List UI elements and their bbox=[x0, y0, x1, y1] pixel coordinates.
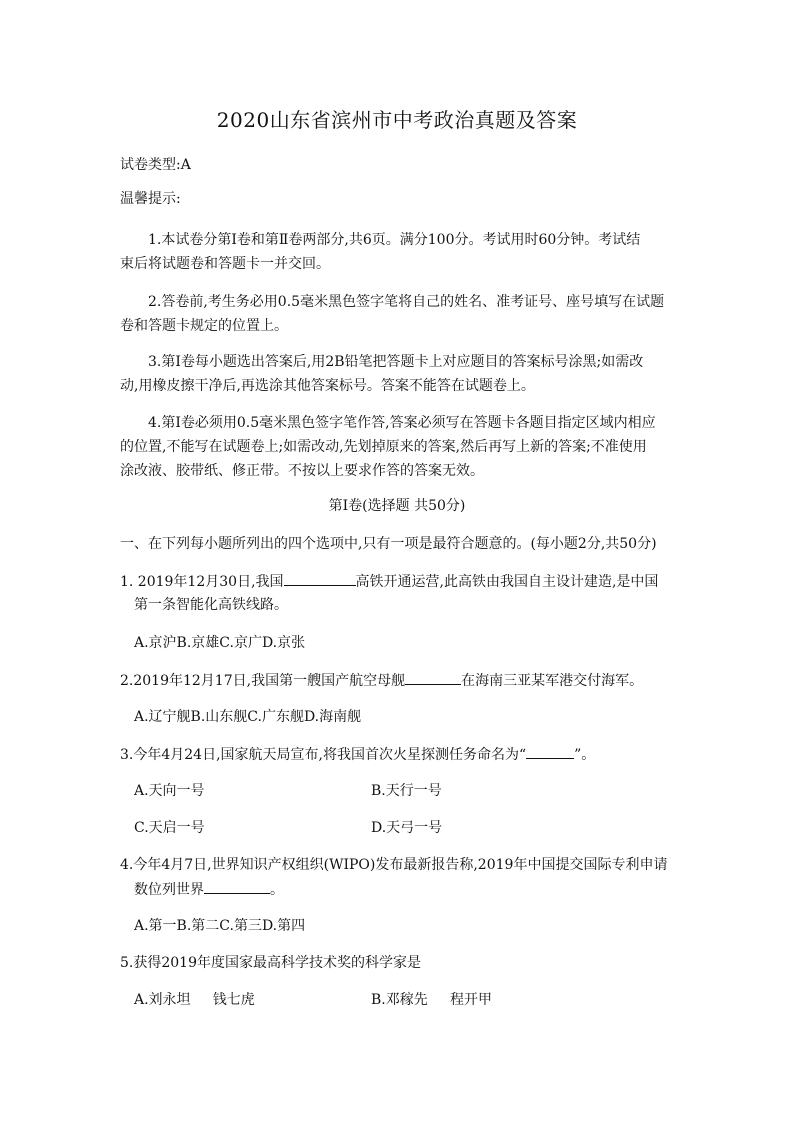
question-4-line-2 bbox=[134, 879, 284, 900]
question-5-option-b: B.邓稼先 程开甲 bbox=[371, 992, 492, 1008]
question-1-line-2: 第一条智能化高铁线路。 bbox=[134, 597, 288, 613]
tip-4-line-1: 4.第Ⅰ卷必须用0.5毫米黑色签字笔作答,答案必须写在答题卡各题目指定区域内相应 bbox=[148, 415, 656, 431]
tip-2-line-1: 2.答卷前,考生务必用0.5毫米黑色签字笔将自己的姓名、准考证号、座号填写在试题 bbox=[148, 294, 665, 310]
tip-3-line-2: 动,用橡皮擦干净后,再选涂其他答案标号。答案不能答在试题卷上。 bbox=[120, 378, 535, 394]
question-3-pre: 3.今年4月24日,国家航天局宣布,将我国首次火星探测任务命名为“ bbox=[120, 747, 527, 763]
question-1-options: A.京沪B.京雄C.京广D.京张 bbox=[134, 635, 306, 651]
tip-1-line-2: 束后将试题卷和答题卡一并交回。 bbox=[120, 256, 330, 272]
question-3-option-c: C.天启一号 bbox=[134, 820, 205, 836]
part-instruction: 一、在下列每小题所列出的四个选项中,只有一项是最符合题意的。(每小题2分,共50分) bbox=[120, 536, 657, 552]
question-5-line-1: 5.获得2019年度国家最高科学技术奖的科学家是 bbox=[120, 955, 421, 971]
tip-4-line-2: 的位置,不能写在试题卷上;如需改动,先划掉原来的答案,然后再写上新的答案;不准使用 bbox=[120, 439, 647, 455]
tip-4-line-3: 涂改液、胶带纸、修正带。不按以上要求作答的答案无效。 bbox=[120, 463, 484, 479]
answer-blank bbox=[284, 571, 356, 586]
question-4-pre: 数位列世界 bbox=[134, 882, 204, 898]
question-4-options: A.第一B.第二C.第三D.第四 bbox=[134, 918, 306, 934]
paper-type: 试卷类型:A bbox=[120, 157, 191, 173]
answer-blank bbox=[526, 744, 574, 759]
question-3-option-b: B.天行一号 bbox=[371, 783, 442, 799]
question-2-post: 在海南三亚某军港交付海军。 bbox=[461, 673, 644, 689]
tip-3-line-1: 3.第Ⅰ卷每小题选出答案后,用2B铅笔把答题卡上对应题目的答案标号涂黑;如需改 bbox=[148, 354, 644, 370]
question-3-post: ”。 bbox=[574, 747, 596, 763]
question-1-pre: 1. 2019年12月30日,我国 bbox=[120, 574, 284, 590]
question-2-pre: 2.2019年12月17日,我国第一艘国产航空母舰 bbox=[120, 673, 406, 689]
question-3 bbox=[120, 744, 595, 765]
question-5-option-a: A.刘永坦 钱七虎 bbox=[134, 992, 255, 1008]
tip-1-line-1: 1.本试卷分第Ⅰ卷和第Ⅱ卷两部分,共6页。满分100分。考试用时60分钟。考试结 bbox=[148, 232, 641, 248]
question-1-post: 高铁开通运营,此高铁由我国自主设计建造,是中国 bbox=[355, 574, 659, 590]
tip-2-line-2: 卷和答题卡规定的位置上。 bbox=[120, 318, 288, 334]
question-4-line-1: 4.今年4月7日,世界知识产权组织(WIPO)发布最新报告称,2019年中国提交国际专利申请 bbox=[120, 857, 668, 873]
page-title: 2020山东省滨州市中考政治真题及答案 bbox=[216, 108, 578, 132]
answer-blank bbox=[405, 670, 461, 685]
question-3-option-d: D.天弓一号 bbox=[371, 820, 443, 836]
answer-blank bbox=[204, 879, 270, 894]
question-2 bbox=[120, 670, 643, 691]
tips-heading: 温馨提示: bbox=[120, 191, 181, 207]
question-1 bbox=[120, 571, 658, 592]
question-2-options: A.辽宁舰B.山东舰C.广东舰D.海南舰 bbox=[134, 709, 362, 725]
question-3-option-a: A.天向一号 bbox=[134, 783, 205, 799]
section-title: 第Ⅰ卷(选择题 共50分) bbox=[328, 498, 466, 514]
question-4-post: 。 bbox=[270, 882, 284, 898]
